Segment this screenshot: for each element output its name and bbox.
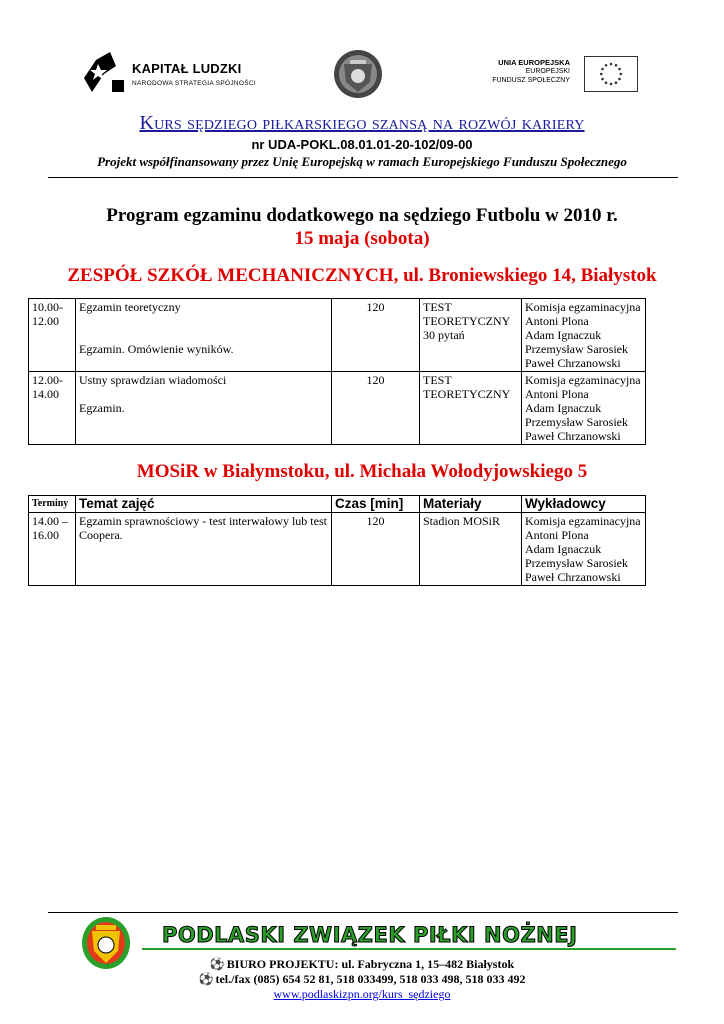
cofinance-note: Projekt współfinansowany przez Unię Europejską w ramach Europejskiego Funduszu Społecznego [97, 154, 627, 169]
time-cell [29, 299, 76, 372]
pzpn-title: PODLASKI ZWIĄZEK PIŁKI NOŻNEJ [162, 923, 578, 947]
eu-flag [584, 56, 638, 92]
time-end: 16.00 [32, 528, 59, 542]
material-line: TEST [423, 300, 452, 314]
material-line: 30 pytań [423, 328, 465, 342]
materials-cell: Stadion MOSiR [420, 513, 522, 586]
lecturer: Komisja egzaminacyjna [525, 514, 641, 528]
footer-tel: tel./fax (085) 654 52 81, 518 033499, 518 033 498, 518 033 492 [215, 972, 526, 986]
header-lecturers: Wykładowcy [522, 496, 646, 513]
material-line: TEORETYCZNY [423, 387, 511, 401]
materials-cell [420, 299, 522, 372]
minutes-cell: 120 [332, 513, 420, 586]
table-header-row [29, 496, 646, 513]
eu-line1: UNIA EUROPEJSKA [498, 58, 570, 67]
time-start: 12.00- [32, 373, 63, 387]
table-row [29, 372, 646, 445]
topic-cell [76, 372, 332, 445]
lecturer: Antoni Plona [525, 387, 589, 401]
lecturer: Paweł Chrzanowski [525, 356, 621, 370]
program-date: 15 maja (sobota) [294, 228, 430, 249]
soccer-ball-icon: ⚽ [198, 972, 214, 986]
table-row [29, 513, 646, 586]
eu-flag-icon [585, 57, 637, 91]
program-title: Program egzaminu dodatkowego na sędziego Futbolu w 2010 r. [106, 205, 618, 226]
project-number: nr UDA-POKL.08.01.01-20-102/09-00 [251, 137, 473, 152]
time-start: 10.00- [32, 300, 63, 314]
lecturer: Adam Ignaczuk [525, 542, 602, 556]
time-cell [29, 513, 76, 586]
eu-line2: EUROPEJSKI [525, 68, 570, 75]
lecturer: Przemysław Sarosiek [525, 556, 628, 570]
topic-cell [76, 513, 332, 586]
header-duration: Czas [min] [332, 496, 420, 513]
topic-line: Egzamin. Omówienie wyników. [79, 342, 234, 356]
time-start: 14.00 – [32, 514, 68, 528]
lecturers-cell [522, 372, 646, 445]
schedule-table-venue1 [28, 298, 646, 445]
time-cell [29, 372, 76, 445]
header-terms: Terminy [29, 496, 76, 513]
lecturer: Komisja egzaminacyjna [525, 300, 641, 314]
material-line: TEST [423, 373, 452, 387]
kapital-ludzki-title: KAPITAŁ LUDZKI [132, 61, 242, 76]
lecturers-cell [522, 299, 646, 372]
footer-address: BIURO PROJEKTU: ul. Fabryczna 1, 15–482 Białystok [226, 957, 515, 971]
topic-line: Egzamin sprawnościowy - test interwałowy lub test [79, 514, 327, 528]
header-topic: Temat zajęć [76, 496, 332, 513]
kapital-ludzki-subtitle: NARODOWA STRATEGIA SPÓJNOŚCI [132, 80, 256, 87]
material-line: TEORETYCZNY [423, 314, 511, 328]
venue2-title: MOSiR w Białymstoku, ul. Michała Wołodyjowskiego 5 [136, 461, 588, 482]
venue1-title: ZESPÓŁ SZKÓŁ MECHANICZNYCH, ul. Broniewskiego 14, Białystok [67, 265, 657, 286]
lecturers-cell [522, 513, 646, 586]
lecturer: Antoni Plona [525, 528, 589, 542]
topic-line: Ustny sprawdzian wiadomości [79, 373, 227, 387]
footer-address-line [0, 957, 724, 972]
time-end: 14.00 [32, 387, 59, 401]
pzpn-crest-icon [330, 48, 386, 100]
pzpn-crest-top [330, 48, 386, 100]
header-divider [48, 177, 678, 178]
topic-line: Egzamin teoretyczny [79, 300, 181, 314]
course-title: Kurs sędziego piłkarskiego szansą na rozwój kariery [139, 112, 585, 134]
eu-line3: FUNDUSZ SPOŁECZNY [492, 77, 570, 84]
lecturer: Przemysław Sarosiek [525, 415, 628, 429]
header-materials: Materiały [420, 496, 522, 513]
schedule-table-venue2 [28, 495, 646, 586]
minutes-cell: 120 [332, 372, 420, 445]
lecturer: Adam Ignaczuk [525, 328, 602, 342]
footer-divider [48, 912, 678, 913]
kapital-ludzki-logo-icon [82, 50, 126, 94]
materials-cell [420, 372, 522, 445]
minutes-cell: 120 [332, 299, 420, 372]
lecturer: Komisja egzaminacyjna [525, 373, 641, 387]
time-end: 12.00 [32, 314, 59, 328]
lecturer: Antoni Plona [525, 314, 589, 328]
lecturer: Paweł Chrzanowski [525, 429, 621, 443]
lecturer: Przemysław Sarosiek [525, 342, 628, 356]
eu-logo [478, 56, 638, 92]
kapital-ludzki-logo [82, 50, 272, 96]
table-row [29, 299, 646, 372]
footer-tel-line [0, 972, 724, 987]
topic-line: Coopera. [79, 528, 123, 542]
footer-url-link[interactable]: www.podlaskizpn.org/kurs_sędziego [273, 987, 451, 1001]
topic-line: Egzamin. [79, 401, 125, 415]
soccer-ball-icon: ⚽ [209, 957, 225, 971]
topic-cell [76, 299, 332, 372]
lecturer: Adam Ignaczuk [525, 401, 602, 415]
lecturer: Paweł Chrzanowski [525, 570, 621, 584]
pzpn-underline [142, 948, 676, 950]
